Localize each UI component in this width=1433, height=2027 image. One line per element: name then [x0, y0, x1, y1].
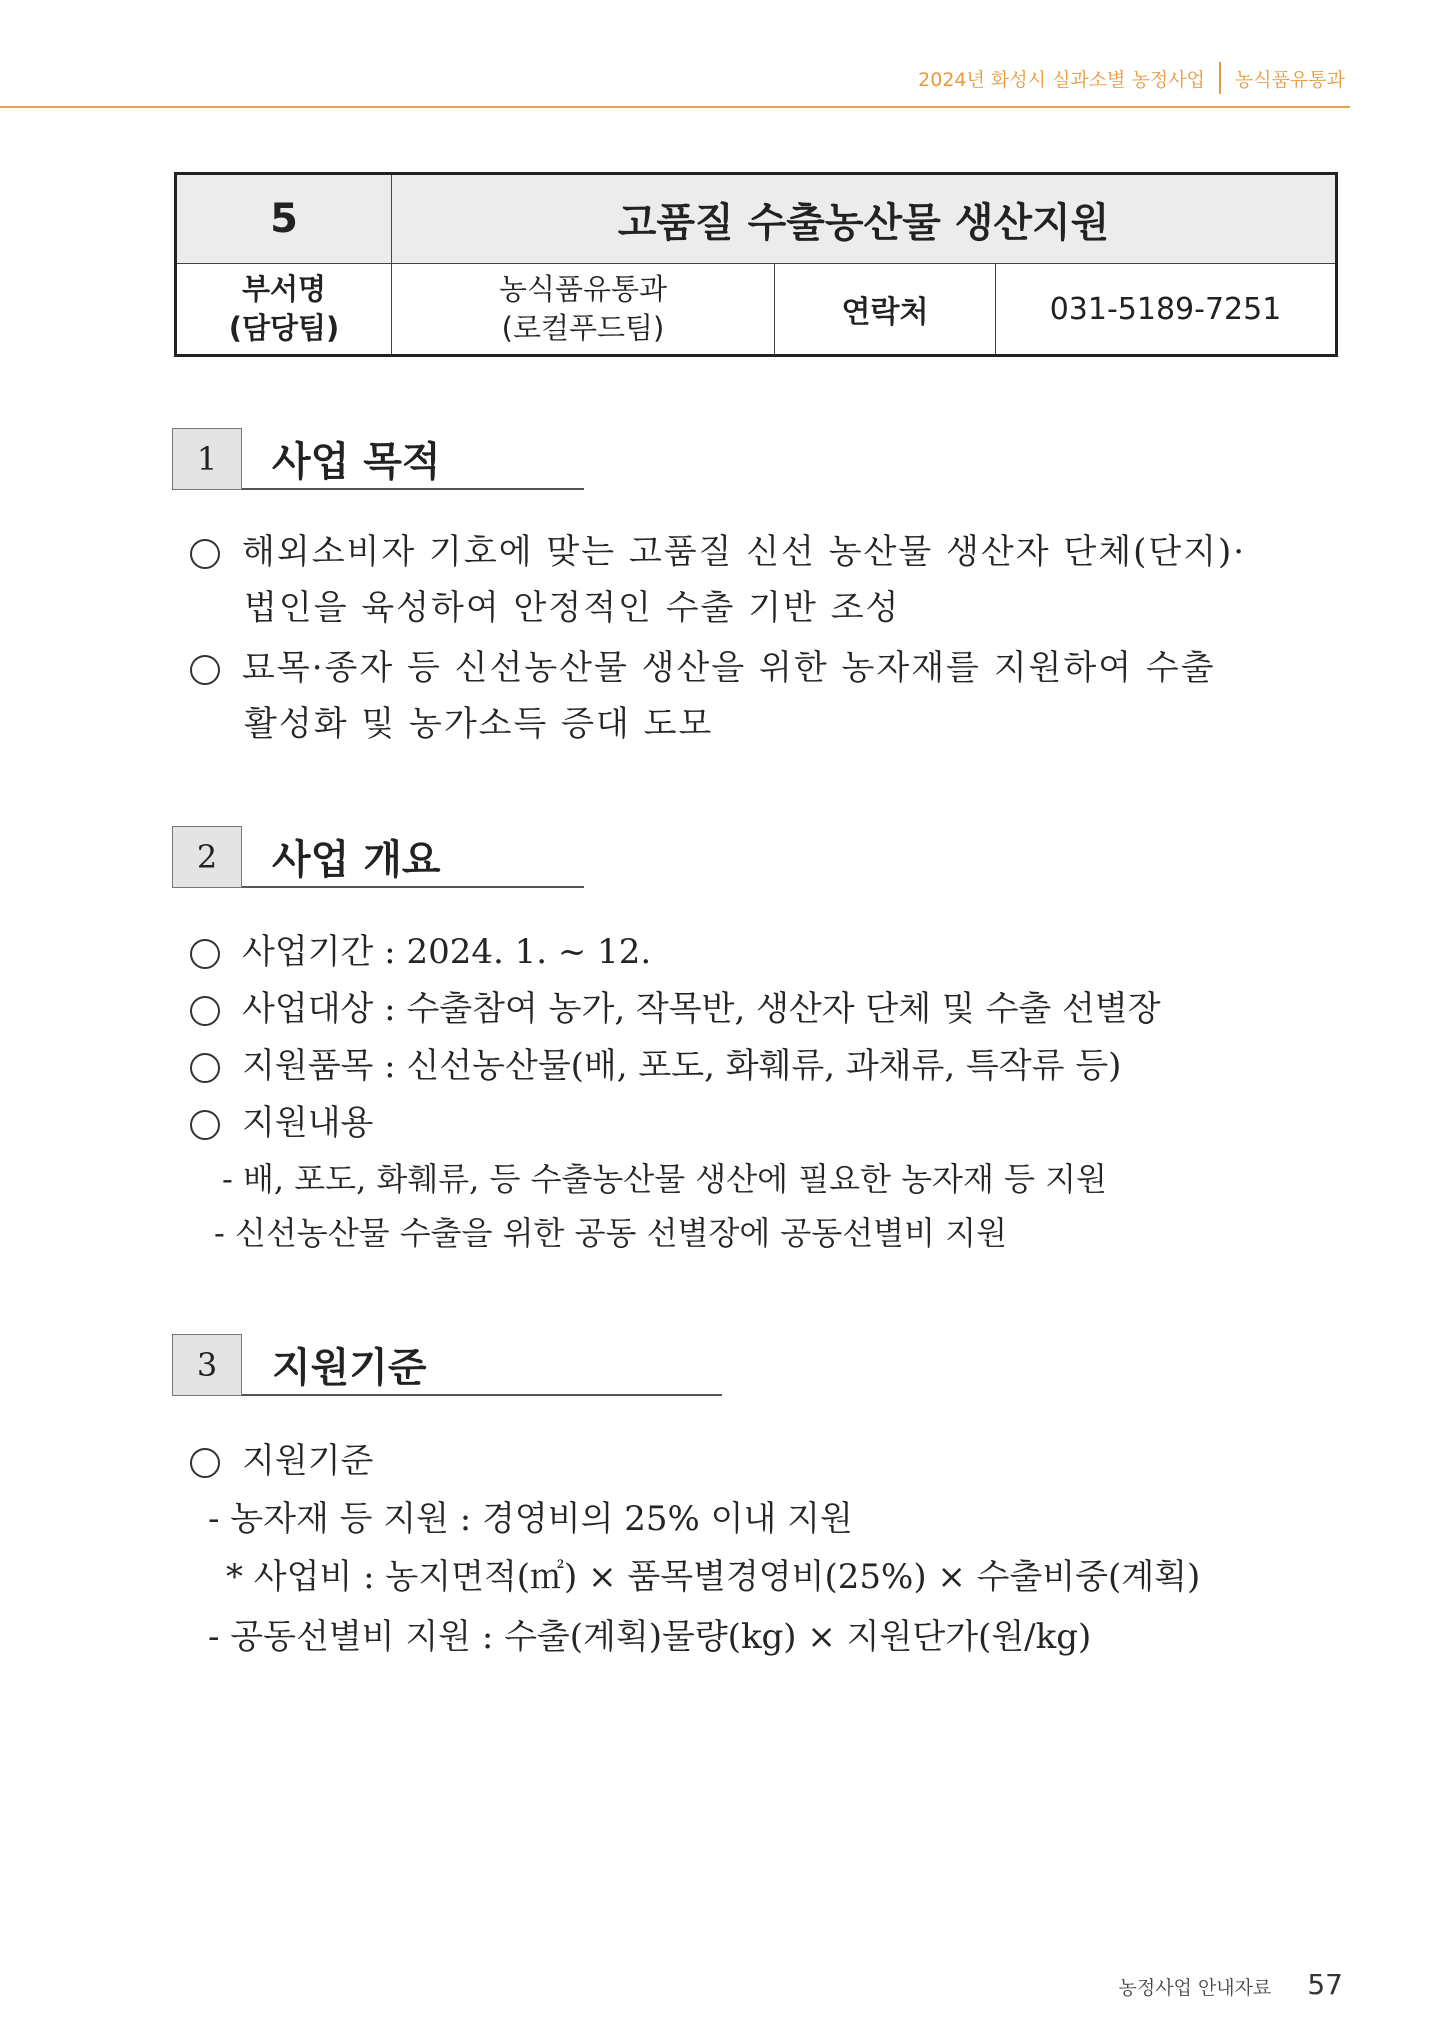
list-item-continuation: 법인을 육성하여 안정적인 수출 기반 조성: [244, 588, 901, 628]
dept-value-line1: 농식품유통과: [498, 271, 668, 306]
list-item-text: 사업기간 : 2024. 1. ~ 12.: [242, 932, 652, 972]
section-title: 지원기준: [242, 1334, 722, 1396]
page-footer: [1118, 1968, 1343, 2001]
list-item-text: 해외소비자 기호에 맞는 고품질 신선 농산물 생산자 단체(단지)·: [242, 532, 1247, 572]
header-divider: [1219, 62, 1221, 94]
formula-note: * 사업비 : 농지면적(㎡) × 품목별경영비(25%) × 수출비중(계획): [226, 1557, 1201, 1597]
running-header-title: 2024년 화성시 실과소별 농정사업: [918, 68, 1205, 91]
list-item-text: 사업대상 : 수출참여 농가, 작목반, 생산자 단체 및 수출 선별장: [242, 989, 1161, 1029]
section-heading-2: [172, 826, 584, 888]
section-number: 1: [172, 428, 242, 490]
list-item: [190, 648, 1216, 688]
bullet-circle-icon: [190, 1053, 220, 1083]
dept-label-line1: 부서명: [241, 271, 327, 306]
list-item: [190, 1103, 374, 1143]
header-rule: [0, 106, 1350, 108]
dept-label-line2: (담당팀): [228, 311, 340, 345]
contact-label: 연락처: [775, 264, 996, 356]
bullet-circle-icon: [190, 1110, 220, 1140]
section-title: 사업 목적: [242, 428, 584, 490]
contact-phone: 031-5189-7251: [996, 264, 1337, 356]
section-number: 2: [172, 826, 242, 888]
dept-label: [176, 264, 392, 356]
bullet-circle-icon: [190, 939, 220, 969]
list-item: [190, 1046, 1122, 1086]
running-header: [918, 62, 1345, 94]
bullet-circle-icon: [190, 539, 220, 569]
section-title: 사업 개요: [242, 826, 584, 888]
list-item: [190, 532, 1247, 572]
dept-value-line2: (로컬푸드팀): [501, 311, 665, 345]
sub-item: - 배, 포도, 화훼류, 등 수출농산물 생산에 필요한 농자재 등 지원: [222, 1160, 1107, 1198]
sub-item: - 신선농산물 수출을 위한 공동 선별장에 공동선별비 지원: [214, 1214, 1007, 1252]
title-table: [174, 172, 1338, 357]
list-item-text: 지원기준: [242, 1441, 374, 1481]
footer-label: 농정사업 안내자료: [1118, 1977, 1272, 1999]
bullet-circle-icon: [190, 655, 220, 685]
section-heading-1: [172, 428, 584, 490]
dept-value: [392, 264, 775, 356]
sub-item: - 공동선별비 지원 : 수출(계획)물량(kg) × 지원단가(원/kg): [208, 1617, 1092, 1657]
section-heading-3: [172, 1334, 722, 1396]
list-item-text: 묘목·종자 등 신선농산물 생산을 위한 농자재를 지원하여 수출: [242, 648, 1216, 688]
program-title: 고품질 수출농산물 생산지원: [392, 174, 1337, 264]
section-number: 3: [172, 1334, 242, 1396]
bullet-circle-icon: [190, 996, 220, 1026]
running-header-dept: 농식품유통과: [1234, 68, 1345, 91]
list-item: [190, 1441, 374, 1481]
program-number: 5: [176, 174, 392, 264]
bullet-circle-icon: [190, 1448, 220, 1478]
page-number: 57: [1307, 1968, 1343, 2001]
sub-item: - 농자재 등 지원 : 경영비의 25% 이내 지원: [208, 1499, 853, 1539]
list-item: [190, 989, 1161, 1029]
list-item-text: 지원품목 : 신선농산물(배, 포도, 화훼류, 과채류, 특작류 등): [242, 1046, 1122, 1086]
list-item-continuation: 활성화 및 농가소득 증대 도모: [244, 704, 714, 744]
list-item: [190, 932, 652, 972]
list-item-text: 지원내용: [242, 1103, 374, 1143]
